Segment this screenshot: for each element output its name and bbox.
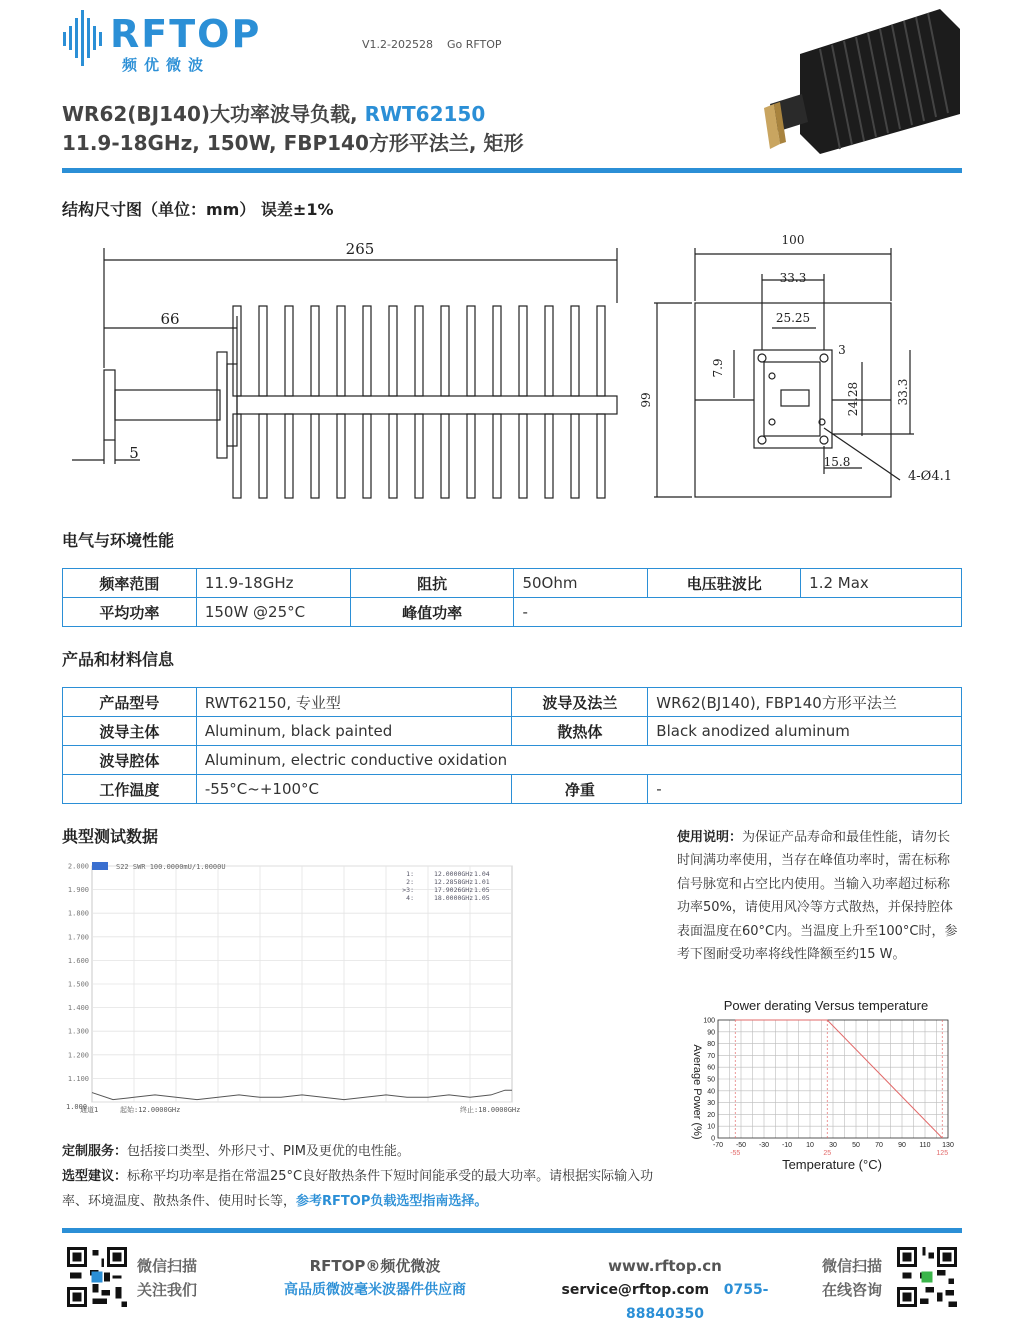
dimension-title: 结构尺寸图（单位：mm） 误差±1% [62, 200, 334, 219]
heatsink-fin [389, 306, 397, 396]
scale-bottom-label: 1.000 [66, 1103, 88, 1111]
x-tick-label: 90 [898, 1142, 906, 1149]
table-row [63, 569, 962, 598]
marker-value: 1.05 [474, 886, 490, 894]
stop-label: 终止:18.0000GHz [460, 1106, 521, 1114]
product-image [760, 4, 965, 154]
heatsink-fin [441, 306, 449, 396]
version-label: V1.2-202528 Go RFTOP [362, 38, 502, 51]
y-tick-label: 1.400 [67, 1004, 89, 1013]
x-tick-label: 130 [942, 1142, 954, 1149]
y-tick-label: 1.100 [67, 1074, 89, 1083]
y-tick-label: 90 [707, 1029, 715, 1037]
temperature-marker-label: -55 [730, 1150, 741, 1157]
x-tick-label: 30 [829, 1142, 837, 1149]
table-cell: RWT62150, 专业型 [196, 688, 512, 717]
marker-id: 4: [406, 894, 414, 902]
x-tick-label: 10 [806, 1142, 814, 1149]
dim-holes: 4-Ø4.1 [908, 469, 952, 484]
email-link[interactable]: service@rftop.com [561, 1282, 710, 1298]
material-table [62, 687, 962, 804]
usage-text: 为保证产品寿命和最佳性能，请勿长时间满功率使用，当存在峰值功率时，需在标称信号脉宽和占空比内使用。当输入功率超过标称功率50%，请使用风冷等方式散热，并保持腔体表面温度在60°C内。当温度上升至100°C时，参考下图耐受功率将线性降额至约15 W。 [677, 830, 958, 963]
marker-id: 1: [406, 870, 414, 878]
marker-frequency: 12.2858GHz [434, 878, 474, 886]
table-cell: 阻抗 [350, 569, 514, 598]
heatsink-fin [571, 306, 579, 396]
logo-text: RFTOP [110, 12, 262, 56]
footer-divider [62, 1228, 962, 1233]
usage-label: 使用说明： [677, 830, 743, 845]
table-cell: 50Ohm [514, 569, 648, 598]
heatsink-fin [337, 306, 345, 396]
product-title: WR62(BJ140)大功率波导负载, RWT62150 [62, 102, 486, 126]
derate-title: Power derating Versus temperature [723, 998, 929, 1013]
heatsink-fin [285, 306, 293, 396]
derate-xlabel: Temperature (°C) [782, 1157, 882, 1172]
selection-advice [62, 1164, 662, 1214]
temperature-marker-label: 25 [823, 1150, 832, 1157]
heatsink-fin [311, 414, 319, 498]
y-tick-label: 1.900 [67, 886, 89, 895]
y-tick-label: 20 [707, 1111, 715, 1119]
y-tick-label: 30 [707, 1100, 715, 1108]
product-subtitle: 11.9-18GHz, 150W, FBP140方形平法兰, 矩形 [62, 131, 524, 155]
wechat-qr-icon[interactable] [67, 1247, 127, 1307]
consult-qr-icon[interactable] [897, 1247, 957, 1307]
y-tick-label: 2.000 [67, 862, 89, 871]
table-cell: - [648, 775, 962, 804]
website-link[interactable]: www.rftop.cn [608, 1257, 722, 1275]
heatsink-fin [285, 414, 293, 498]
trace-label: S22 SWR 100.0000mU/1.0000U [116, 863, 226, 871]
heatsink-fin [259, 306, 267, 396]
y-tick-label: 1.600 [67, 956, 89, 965]
derating-chart [680, 994, 962, 1174]
heatsink-fin [441, 414, 449, 498]
table-row [63, 688, 962, 717]
dim-overall-length: 265 [345, 240, 375, 258]
selection-text: 标称平均功率是指在常温25°C良好散热条件下短时间能承受的最大功率。请根据实际输入功率、环境温度、散热条件、使用时长等， [62, 1169, 654, 1209]
y-tick-label: 1.300 [67, 1027, 89, 1036]
custom-text: 包括接口类型、外形尺寸、PIM及更优的电性能。 [127, 1144, 410, 1159]
dim-flange-vertical: 33.3 [896, 378, 910, 406]
logo-bars-icon [63, 6, 105, 66]
heatsink-fin [363, 306, 371, 396]
x-tick-label: -50 [735, 1142, 747, 1149]
phone-number: 0755-88840350 [626, 1282, 769, 1322]
dim-width: 100 [781, 233, 805, 247]
heatsink-fin [311, 306, 319, 396]
dim-flange-to-sink: 66 [160, 310, 180, 328]
dim-aperture-vertical: 24.28 [846, 381, 860, 417]
x-tick-label: -10 [781, 1142, 793, 1149]
heatsink-fin [493, 306, 501, 396]
table-cell: 频率范围 [63, 569, 197, 598]
heatsink-fin [467, 414, 475, 498]
table-cell: 净重 [512, 775, 648, 804]
temperature-marker-label: 125 [936, 1150, 949, 1157]
usage-notes [677, 826, 961, 966]
custom-label: 定制服务： [62, 1144, 128, 1159]
table-cell: WR62(BJ140), FBP140方形平法兰 [648, 688, 962, 717]
marker-frequency: 17.9026GHz [434, 886, 474, 894]
electrical-table [62, 568, 962, 627]
y-tick-label: 80 [707, 1041, 715, 1049]
y-tick-label: 70 [707, 1052, 715, 1060]
dim-flange-outer: 33.3 [779, 271, 807, 285]
x-tick-label: -70 [712, 1142, 724, 1149]
dim-hole-pitch: 25.25 [775, 311, 811, 325]
part-number: RWT62150 [364, 102, 486, 126]
marker-frequency: 18.0000GHz [434, 894, 474, 902]
selection-label: 选型建议： [62, 1169, 128, 1184]
dim-hole-offset: 15.8 [823, 455, 851, 469]
header-divider [62, 168, 962, 173]
x-tick-label: 70 [875, 1142, 883, 1149]
heatsink-fin [545, 306, 553, 396]
table-cell: 产品型号 [63, 688, 197, 717]
heatsink-fin [389, 414, 397, 498]
material-title: 产品和材料信息 [62, 650, 175, 669]
table-cell: 峰值功率 [350, 598, 514, 627]
heatsink-fin [415, 414, 423, 498]
table-row [63, 746, 962, 775]
heatsink-fin [519, 306, 527, 396]
table-row [63, 598, 962, 627]
heatsink-fin [415, 306, 423, 396]
dim-corner: 3 [838, 343, 846, 357]
table-cell: 波导腔体 [63, 746, 197, 775]
heatsink-fin [597, 414, 605, 498]
marker-id: >3: [402, 886, 414, 894]
heatsink-fin [597, 306, 605, 396]
y-tick-label: 1.800 [67, 909, 89, 918]
heatsink-fin [337, 414, 345, 498]
heatsink-fin [363, 414, 371, 498]
dim-height: 99 [639, 392, 653, 408]
logo-subtitle: 频优微波 [122, 56, 211, 74]
table-cell: 波导及法兰 [512, 688, 648, 717]
y-tick-label: 60 [707, 1064, 715, 1072]
y-tick-label: 100 [703, 1017, 715, 1025]
footer-contact [530, 1254, 800, 1326]
table-cell: 11.9-18GHz [196, 569, 350, 598]
dimension-drawing [62, 228, 962, 508]
swr-chart [62, 858, 522, 1120]
x-tick-label: 50 [852, 1142, 860, 1149]
custom-service [62, 1140, 410, 1159]
heatsink-fin [519, 414, 527, 498]
table-cell: Aluminum, black painted [196, 717, 512, 746]
footer-follow: 微信扫描 关注我们 [137, 1257, 198, 1299]
y-tick-label: 1.500 [67, 980, 89, 989]
y-tick-label: 40 [707, 1088, 715, 1096]
table-row [63, 775, 962, 804]
heatsink-fin [545, 414, 553, 498]
test-title: 典型测试数据 [62, 827, 159, 846]
table-cell: Aluminum, electric conductive oxidation [196, 746, 961, 775]
y-tick-label: 10 [707, 1123, 715, 1131]
footer-consult: 微信扫描 在线咨询 [822, 1257, 883, 1299]
selection-guide-link[interactable]: 参考RFTOP负载选型指南选择。 [296, 1194, 488, 1209]
y-tick-label: 50 [707, 1076, 715, 1084]
table-cell: - [514, 598, 962, 627]
table-row [63, 717, 962, 746]
table-cell: 平均功率 [63, 598, 197, 627]
derate-ylabel: Average Power (%) [691, 1044, 703, 1140]
table-cell: 波导主体 [63, 717, 197, 746]
heatsink-fin [467, 306, 475, 396]
electrical-title: 电气与环境性能 [62, 531, 175, 550]
marker-frequency: 12.0000GHz [434, 870, 474, 878]
y-tick-label: 0 [711, 1135, 715, 1143]
table-cell: 工作温度 [63, 775, 197, 804]
y-tick-label: 1.700 [67, 933, 89, 942]
start-label: 起始:12.0000GHz [120, 1106, 181, 1114]
table-cell: -55°C~+100°C [196, 775, 512, 804]
table-cell: 散热体 [512, 717, 648, 746]
x-tick-label: 110 [919, 1142, 931, 1149]
y-tick-label: 1.200 [67, 1051, 89, 1060]
table-cell: 1.2 Max [801, 569, 962, 598]
channel-label: 通道1 [80, 1106, 99, 1114]
marker-value: 1.01 [474, 878, 490, 886]
footer-brand: RFTOP®频优微波 高品质微波毫米波器件供应商 [284, 1257, 466, 1298]
heatsink-fin [493, 414, 501, 498]
marker-id: 2: [406, 878, 414, 886]
heatsink-fin [259, 414, 267, 498]
dim-aperture-offset: 7.9 [711, 358, 725, 378]
marker-value: 1.04 [474, 870, 490, 878]
go-rftop-link[interactable]: Go RFTOP [446, 38, 502, 51]
table-cell: 150W @25°C [196, 598, 350, 627]
marker-value: 1.05 [474, 894, 490, 902]
heatsink-fin [571, 414, 579, 498]
x-tick-label: -30 [758, 1142, 770, 1149]
table-cell: Black anodized aluminum [648, 717, 962, 746]
table-cell: 电压驻波比 [648, 569, 801, 598]
dim-flange-thickness: 5 [129, 444, 139, 462]
